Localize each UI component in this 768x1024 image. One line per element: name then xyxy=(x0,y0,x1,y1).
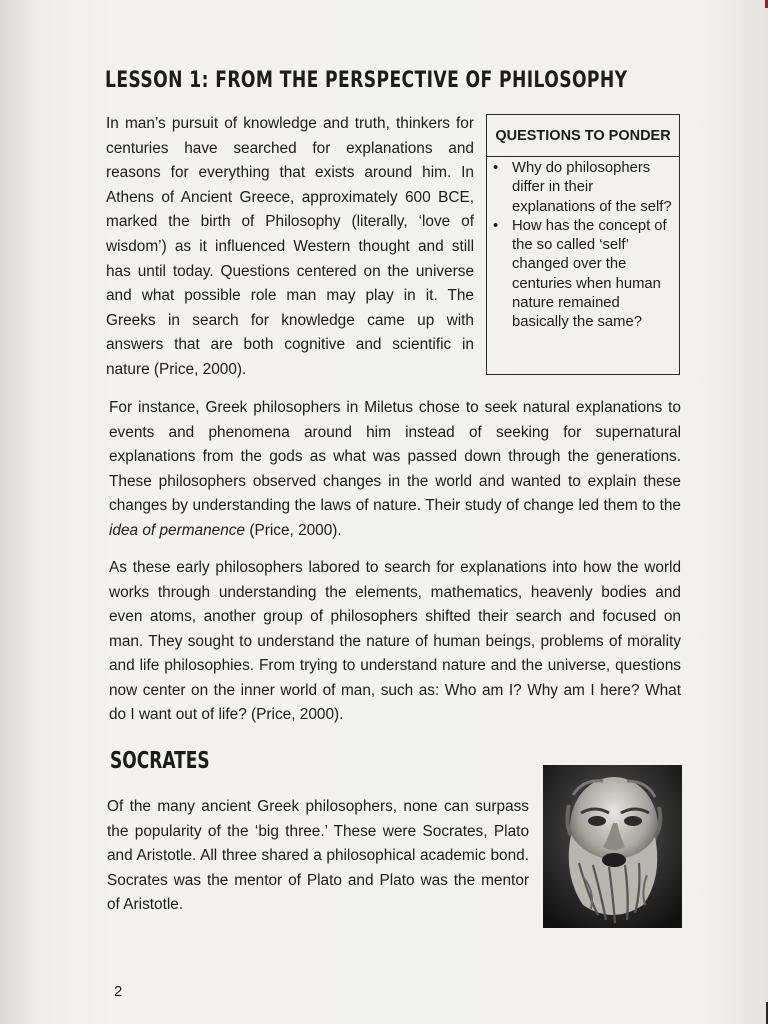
miletus-text-start: For instance, Greek philosophers in Miletus chose to seek natural explanations to events and phenomena around him instead of seeking for supernatural explanations from the gods as what was passed down through the generations. These philosophers observed changes in the world and wanted to explain these changes by understanding the laws of nature. Their study of change led them to the xyxy=(109,399,681,514)
section-title-socrates: SOCRATES xyxy=(110,748,210,774)
bullet-icon: • xyxy=(493,160,499,176)
inner-world-paragraph: As these early philosophers labored to search for explanations into how the world works through understanding the elements, mathematics, heavenly bodies and even atoms, another group of philosophers shifted their search and focused on man. They sought to understand the nature of human beings, problems of morality and life philosophies. From trying to understand nature and the universe, questions now center on the inner world of man, such as: Who am I? Why am I here? What do I want out of life? (Price, 2000). xyxy=(109,559,681,723)
question-item xyxy=(493,159,675,217)
question-item xyxy=(493,217,675,333)
socrates-bust-image xyxy=(543,765,682,928)
question-text: How has the concept of the so called ‘self’ changed over the centuries when human nature remained basically the same? xyxy=(512,217,667,331)
question-text: Why do philosophers differ in their explanations of the self? xyxy=(512,160,672,215)
intro-paragraph: In man’s pursuit of knowledge and truth, thinkers for centuries have searched for explanations and reasons for everything that exists around him. In Athens of Ancient Greece, approximately 600 BCE, marked the birth of Philosophy (literally, ‘love of wisdom’) as it influenced Western thought and still has until today. Questions centered on the universe and what possible role man may play in it. The Greeks in search for knowledge came up with answers that are both cognitive and scientific in nature (Price, 2000). xyxy=(106,115,474,378)
lesson-title: LESSON 1: FROM THE PERSPECTIVE OF PHILOSOPHY xyxy=(105,68,628,93)
bullet-icon: • xyxy=(493,217,499,234)
socrates-bust-illustration xyxy=(543,765,682,928)
questions-list xyxy=(487,157,679,333)
questions-to-ponder-box xyxy=(486,114,680,375)
miletus-paragraph xyxy=(109,396,681,543)
socrates-paragraph: Of the many ancient Greek philosophers, none can surpass the popularity of the ‘big three.’ These were Socrates, Plato and Aristotle. All three shared a philosophical academic bond. Socrates was the mentor of Plato and Plato was the mentor of Aristotle. xyxy=(107,798,529,914)
questions-to-ponder-heading: QUESTIONS TO PONDER xyxy=(487,115,679,157)
miletus-text-end: (Price, 2000). xyxy=(245,521,342,539)
idea-of-permanence-emphasis: idea of permanence xyxy=(109,521,246,539)
page-number: 2 xyxy=(114,983,123,1000)
